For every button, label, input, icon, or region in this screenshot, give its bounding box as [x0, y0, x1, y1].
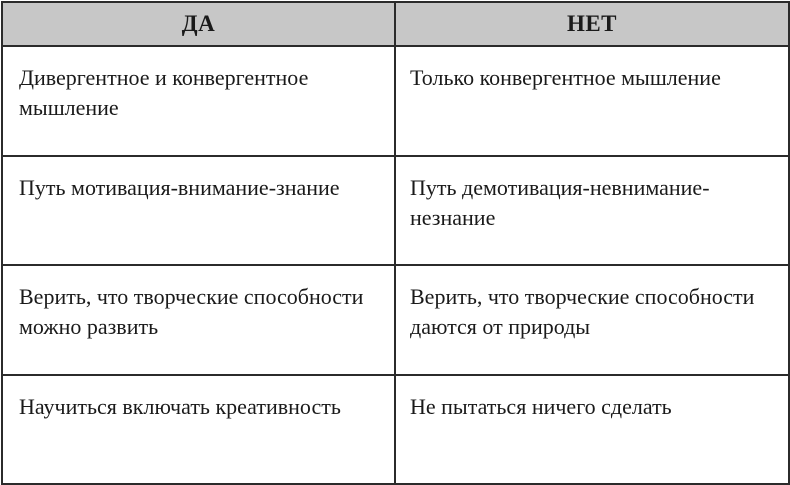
header-no: НЕТ [395, 2, 789, 46]
cell-yes: Верить, что творческие способности можно развить [2, 265, 395, 375]
cell-yes: Дивергентное и конвергентное мышление [2, 46, 395, 156]
table-row [2, 46, 789, 156]
cell-no: Только конвергентное мышление [395, 46, 789, 156]
cell-no: Не пытаться ничего сделать [395, 375, 789, 484]
yes-no-comparison-table [1, 1, 790, 485]
header-yes: ДА [2, 2, 395, 46]
table-row [2, 265, 789, 375]
table-row [2, 375, 789, 484]
cell-no: Путь демотивация-невнимание-незнание [395, 156, 789, 265]
cell-no: Верить, что творческие способности даются от природы [395, 265, 789, 375]
cell-yes: Научиться включать креативность [2, 375, 395, 484]
table-row [2, 156, 789, 265]
cell-yes: Путь мотивация-внимание-знание [2, 156, 395, 265]
header-row [2, 2, 789, 46]
